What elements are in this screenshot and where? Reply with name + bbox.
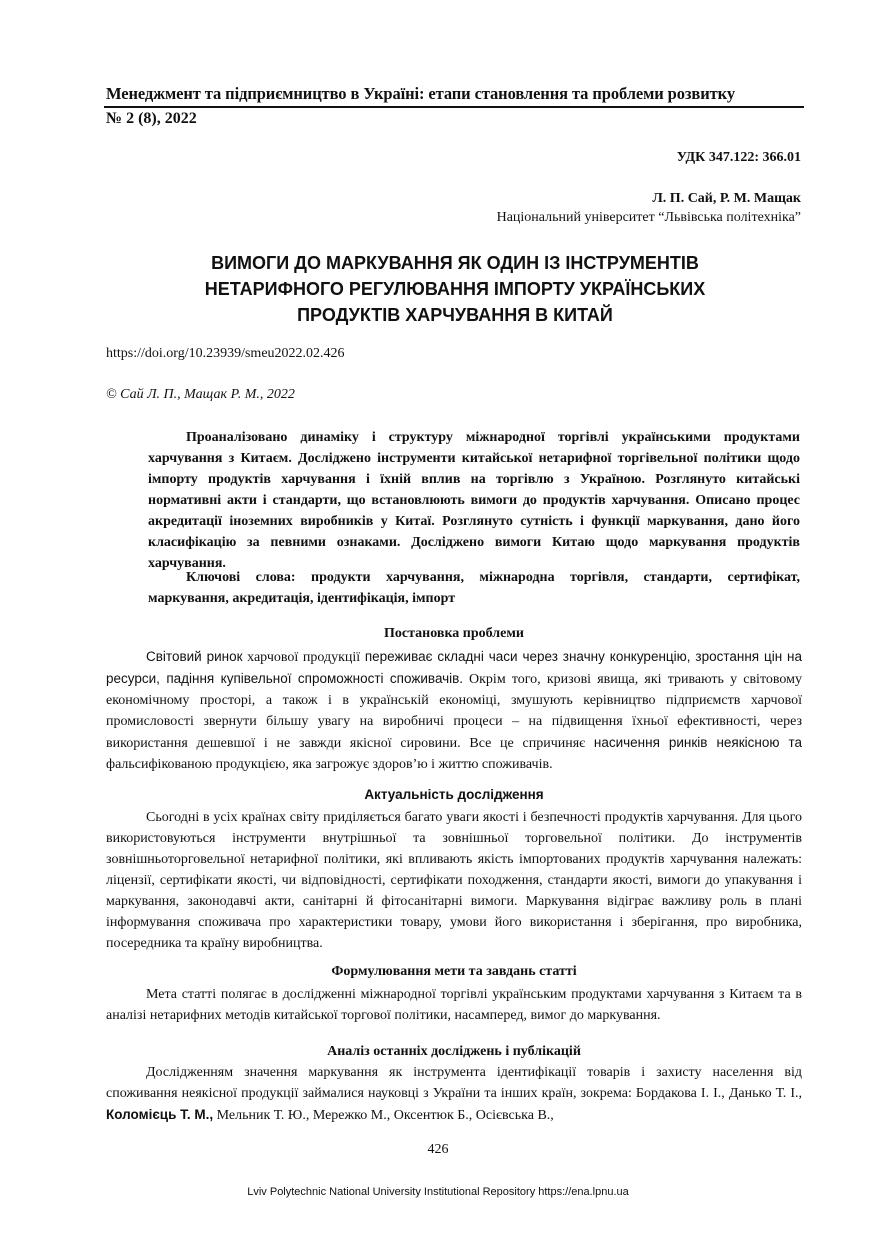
section-heading-problem: Постановка проблеми [384, 626, 524, 641]
section-heading-goal: Формулювання мети та завдань статті [331, 964, 577, 979]
highlight-text: переживає складні часи через значну конкуренцію, зростання цін на ресурси, падіння купівельної спроможності споживачів [106, 649, 803, 686]
article-title [110, 250, 800, 328]
section-heading-relevance: Актуальність дослідження [364, 787, 544, 802]
body-text: харчової продукції [242, 650, 365, 665]
keywords: Ключові слова: продукти харчування, міжнародна торгівля, стандарти, сертифікат, маркування, акредитація, ідентифікація, імпорт [148, 570, 800, 606]
body-text: Мельник Т. Ю., Мережко М., Оксентюк Б., Осієвська В., [213, 1108, 554, 1123]
page-number: 426 [427, 1142, 449, 1157]
highlight-text: насичення ринків неякісною та [593, 735, 802, 750]
header-divider [104, 106, 804, 108]
journal-title: Менеджмент та підприємництво в Україні: етапи становлення та проблеми розвитку [106, 84, 735, 103]
abstract: Проаналізовано динаміку і структуру міжнародної торгівлі українськими продуктами харчування з Китаєм. Досліджено інструменти китайської нетарифної торгівельної політики щодо імпорту продуктів харчування і їхній вплив на торгівлю з Україною. Розглянуто китайські нормативні акти і стандарти, що встановлюють вимоги до продуктів харчування. Описано процес акредитації іноземних виробників у Китаї. Розглянуто сутність і функції маркування, дано його класифікацію за певними ознаками. Досліджено вимоги Китаю щодо маркування продуктів харчування. [148, 430, 800, 571]
repository-footer: Lviv Polytechnic National University Institutional Repository https://ena.lpnu.ua [247, 1186, 629, 1198]
doi-link[interactable]: https://doi.org/10.23939/smeu2022.02.426 [106, 346, 345, 361]
authors: Л. П. Сай, Р. М. Мащак [652, 191, 801, 206]
title-line: НЕТАРИФНОГО РЕГУЛЮВАННЯ ІМПОРТУ УКРАЇНСЬКИХ [204, 279, 706, 299]
paragraph-problem [106, 646, 802, 775]
udc-code: УДК 347.122: 366.01 [676, 150, 801, 165]
paragraph-relevance: Сьогодні в усіх країнах світу приділяється багато уваги якості і безпечності продуктів харчування. Для цього використовуються інструменти внутрішньої та зовнішньої торговельної політики. До інструментів зовнішньоторговельної нетарифної політики, які впливають якість імпортованих продуктів харчування належать: ліцензії, сертифікати якості, чи відповідності, сертифікати походження, стандарти якості, вимоги до упакування і маркування, законодавчі акти, санітарні й фітосанітарні вимоги. Маркування відіграє важливу роль в плані інформування споживача про характеристики товару, умови його використання і зберігання, про виробника, посередника та країну виробництва. [106, 810, 802, 951]
title-line: ПРОДУКТІВ ХАРЧУВАННЯ В КИТАЙ [297, 305, 613, 325]
copyright: © Сай Л. П., Мащак Р. М., 2022 [106, 387, 295, 402]
paragraph-analysis [106, 1062, 802, 1126]
body-text: фальсифікованою продукцією, яка загрожує здоров’ю і життю споживачів. [106, 757, 553, 772]
issue-number: № 2 (8), 2022 [106, 110, 197, 127]
title-line: ВИМОГИ ДО МАРКУВАННЯ ЯК ОДИН ІЗ ІНСТРУМЕНТІВ [211, 253, 699, 273]
body-text: . Окрім того, кризові явища, які тривають у світовому економічному просторі, а також і в українській економіці, змушують керівництво підприємств харчової промисловості звернути більшу увагу на виробничі процеси – на підвищення їхньої ефективності, через використання дешевшої і не завжди якісної сировини. Все це спричиняє [106, 672, 802, 751]
highlight-text: Світовий ринок [146, 649, 243, 664]
body-text: Дослідженням значення маркування як інструмента ідентифікації товарів і захисту населення від споживання неякісної продукції займалися науковці з України та інших країн, зокрема: Бордакова І. І., Данько Т. І., [106, 1065, 802, 1101]
paragraph-goal: Мета статті полягає в дослідженні міжнародної торгівлі українським продуктами харчування з Китаєм та в аналізі нетарифних методів китайської торгової політики, насамперед, вимог до маркування. [106, 987, 802, 1023]
highlight-text: Коломієць Т. М., [106, 1107, 214, 1122]
section-heading-analysis: Аналіз останніх досліджень і публікацій [327, 1044, 581, 1059]
affiliation: Національний університет “Львівська політехніка” [496, 210, 801, 225]
